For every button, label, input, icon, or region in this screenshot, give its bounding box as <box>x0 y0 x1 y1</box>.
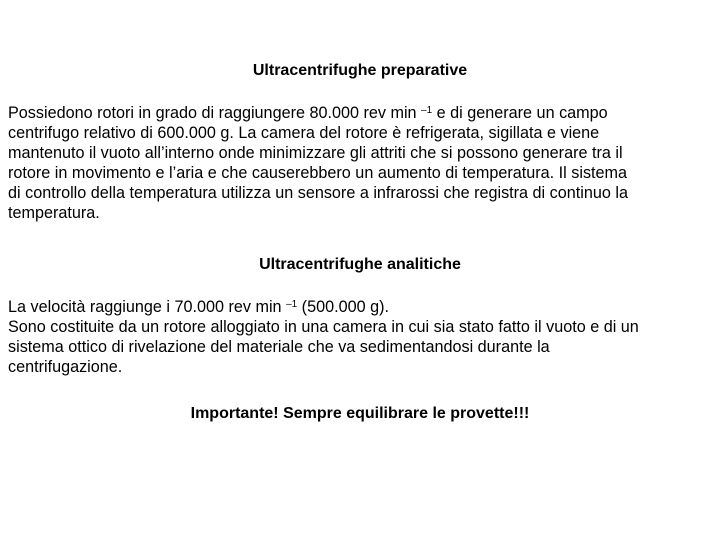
text-run: e di generare un campo <box>432 104 608 122</box>
text-run: La velocità raggiunge i 70.000 rev min <box>8 298 287 316</box>
paragraph-line: temperatura. <box>8 204 100 222</box>
text-run: (500.000 g). <box>297 298 389 316</box>
paragraph-line: Sono costituite da un rotore alloggiato in una camera in cui sia stato fatto il vuoto e di un <box>8 318 639 336</box>
exponent: –1 <box>421 105 433 116</box>
paragraph-analitiche <box>8 297 714 377</box>
paragraph-line: sistema ottico di rivelazione del materiale che va sedimentandosi durante la <box>8 338 550 356</box>
paragraph-line: centrifugazione. <box>8 358 123 376</box>
paragraph-preparative <box>8 103 714 223</box>
heading-preparative: Ultracentrifughe preparative <box>252 62 468 79</box>
paragraph-line: di controllo della temperatura utilizza un sensore a infrarossi che registra di continuo la <box>8 184 628 202</box>
heading-analitiche: Ultracentrifughe analitiche <box>259 256 461 273</box>
exponent: –1 <box>286 299 298 310</box>
paragraph-line: rotore in movimento e l’aria e che causerebbero un aumento di temperatura. Il sistema <box>8 164 628 182</box>
paragraph-line: centrifugo relativo di 600.000 g. La camera del rotore è refrigerata, sigillata e viene <box>8 124 600 142</box>
paragraph-line <box>8 103 714 123</box>
paragraph-line: mantenuto il vuoto all’interno onde minimizzare gli attriti che si possono generare tra il <box>8 144 623 162</box>
text-run: Possiedono rotori in grado di raggiungere 80.000 rev min <box>8 104 422 122</box>
important-note: Importante! Sempre equilibrare le provette!!! <box>190 405 530 422</box>
paragraph-line <box>8 297 714 317</box>
